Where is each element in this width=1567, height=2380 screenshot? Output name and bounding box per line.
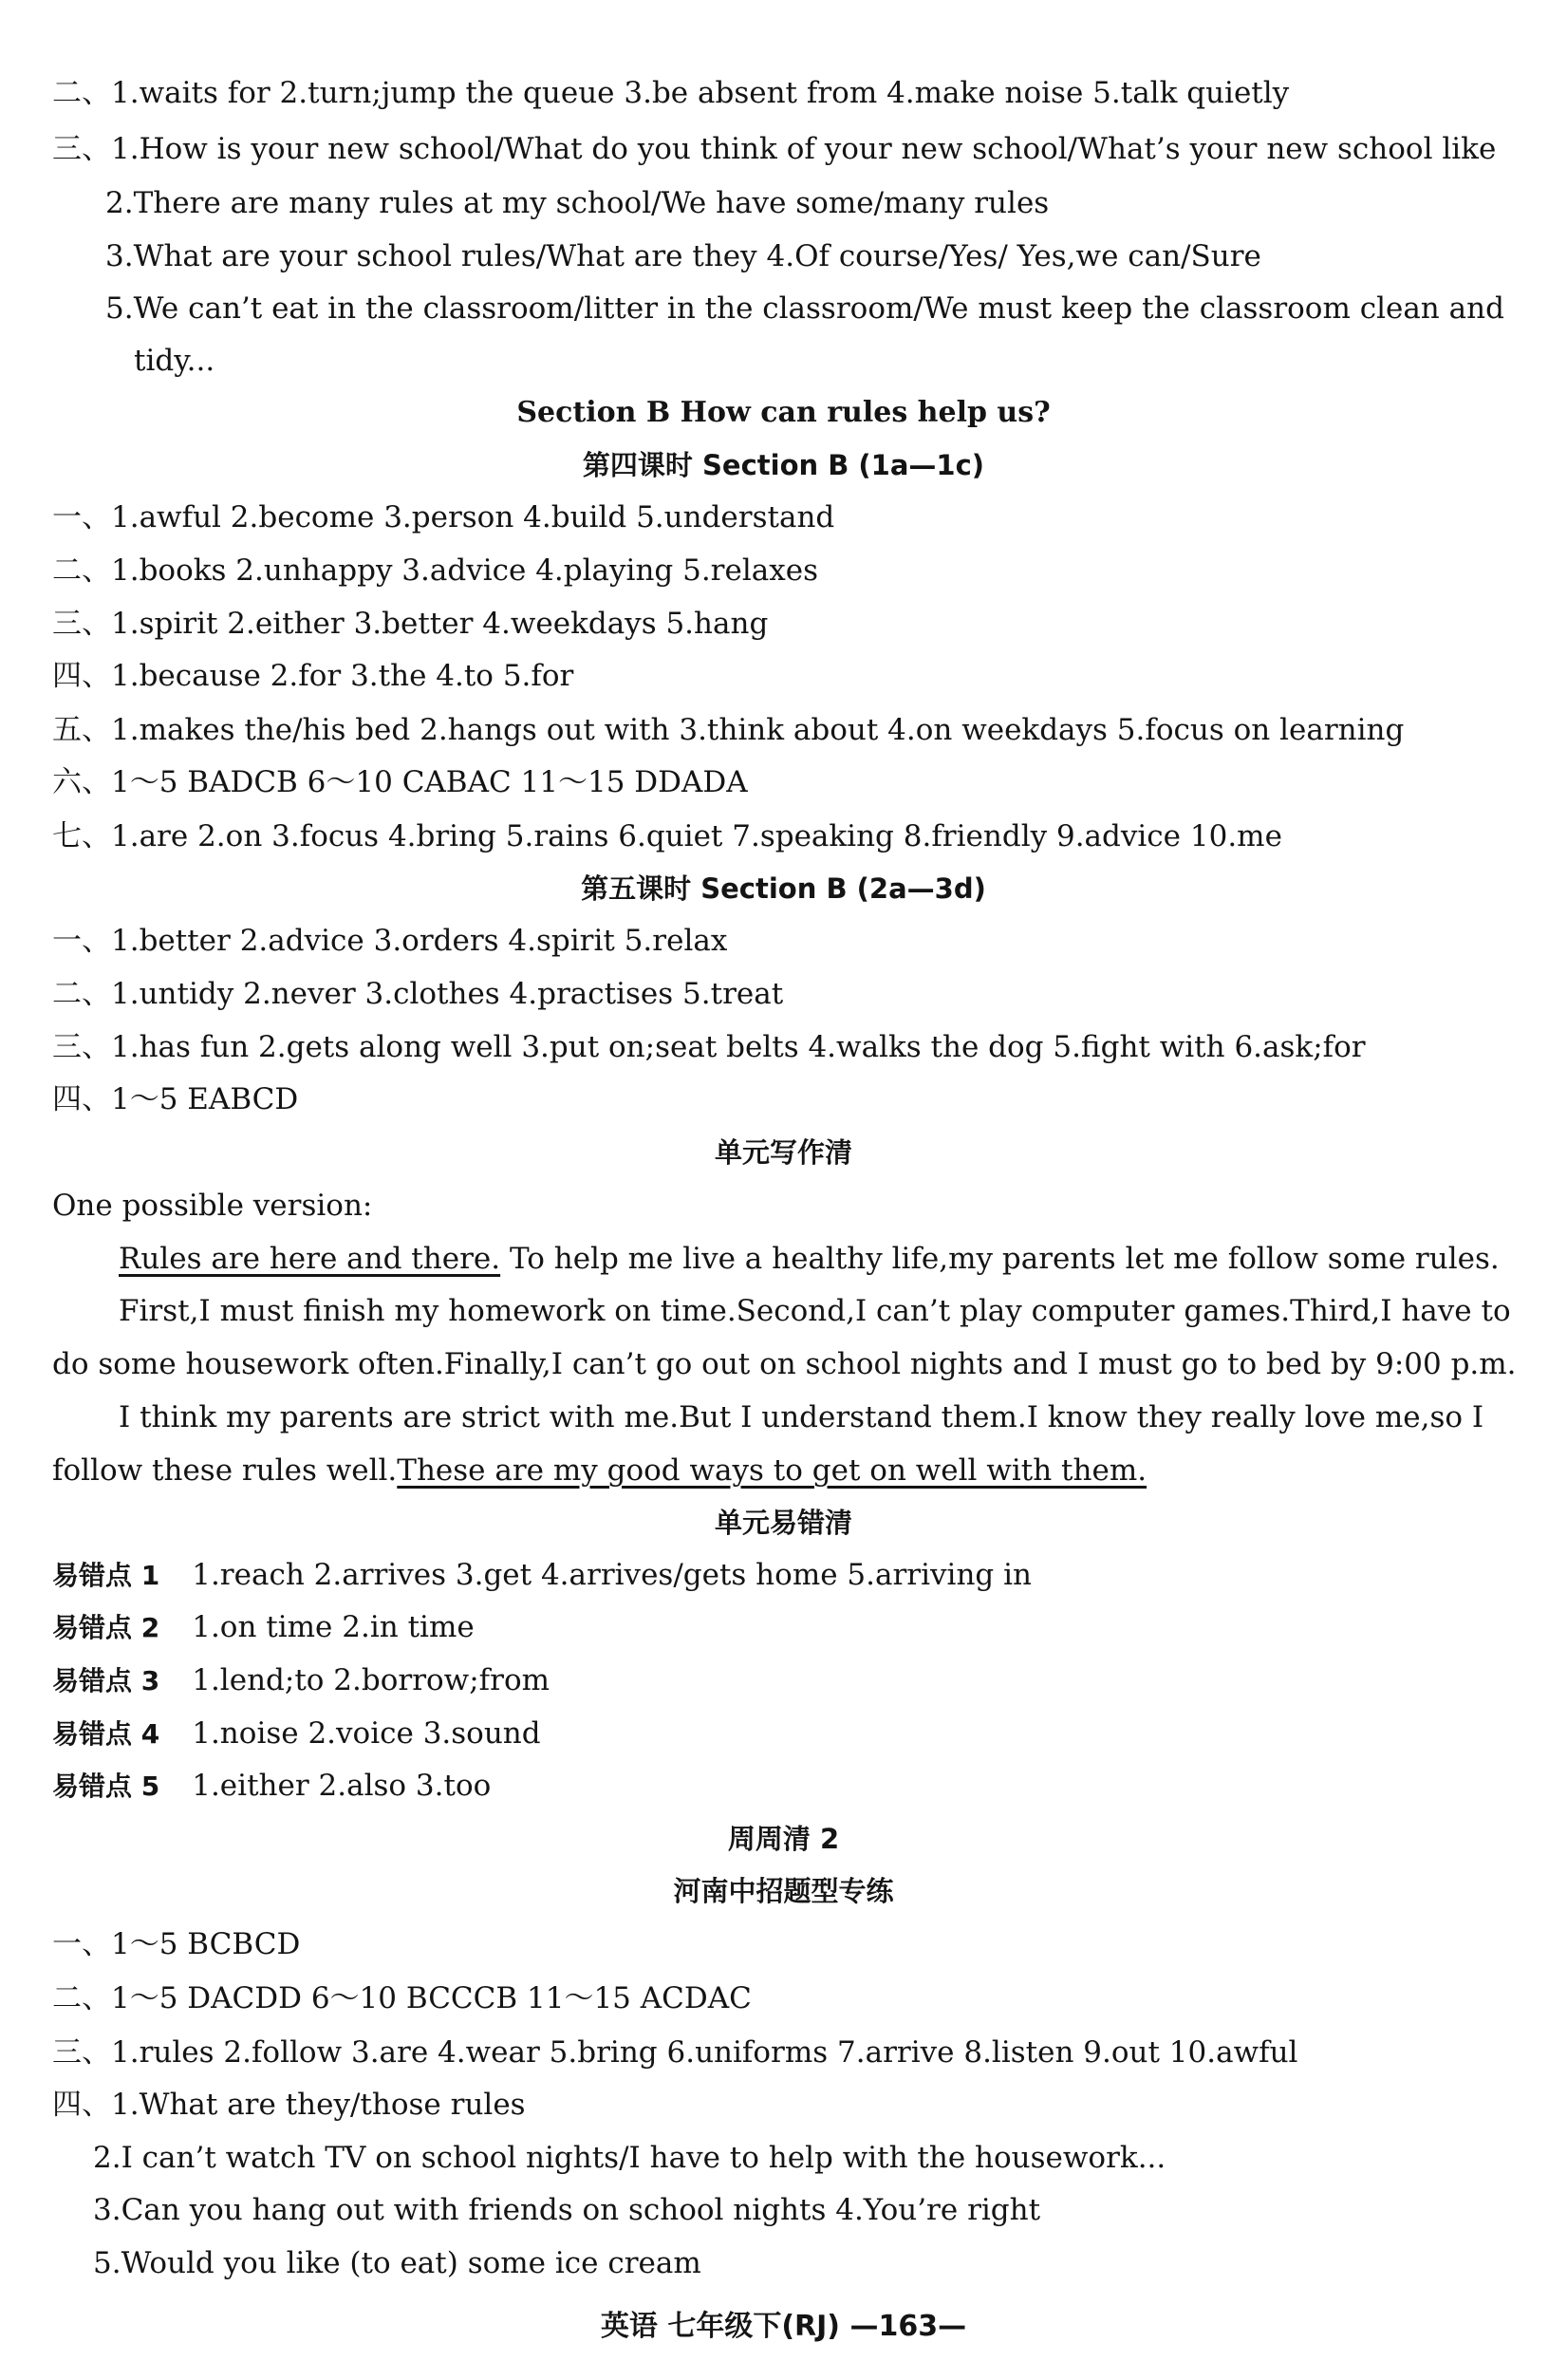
answer-line: 四、1.because 2.for 3.the 4.to 5.for <box>52 659 574 693</box>
answer-line: 七、1.are 2.on 3.focus 4.bring 5.rains 6.quiet 7.speaking 8.friendly 9.advice 10.me <box>52 819 1282 853</box>
lesson-heading: 第五课时 Section B (2a—3d) <box>581 872 986 905</box>
answer-line: 一、1～5 BCBCD <box>52 1927 301 1961</box>
answer-line: tidy... <box>134 344 215 378</box>
answer-line: 2.There are many rules at my school/We have some/many rules <box>105 186 1050 220</box>
error-point-label: 易错点 2 <box>52 1612 160 1643</box>
essay-line <box>119 1240 1500 1278</box>
writing-heading: 单元写作清 <box>714 1136 852 1169</box>
error-point-label: 易错点 5 <box>52 1771 160 1802</box>
essay-line: First,I must finish my homework on time.Second,I can’t play computer games.Third,I have to <box>119 1294 1511 1328</box>
answer-line: 三、1.How is your new school/What do you think of your new school/What’s your new school like <box>52 132 1497 166</box>
answer-line: 三、1.spirit 2.either 3.better 4.weekdays 5.hang <box>52 607 769 641</box>
answer-line: 3.Can you hang out with friends on school nights 4.You’re right <box>93 2193 1041 2227</box>
error-point-label: 易错点 3 <box>52 1665 160 1696</box>
essay-text: To help me live a healthy life,my parents let me follow some rules. <box>500 1242 1500 1276</box>
error-point-answers: 1.noise 2.voice 3.sound <box>192 1716 541 1751</box>
answer-line: 一、1.better 2.advice 3.orders 4.spirit 5.relax <box>52 924 728 958</box>
answer-line: 二、1～5 DACDD 6～10 BCCCB 11～15 ACDAC <box>52 1981 752 2015</box>
answer-line: 二、1.untidy 2.never 3.clothes 4.practises 5.treat <box>52 977 784 1011</box>
answer-line: 五、1.makes the/his bed 2.hangs out with 3.think about 4.on weekdays 5.focus on learning <box>52 713 1405 747</box>
error-point-answers: 1.lend;to 2.borrow;from <box>192 1663 550 1697</box>
weekly-heading: 周周清 2 <box>727 1823 840 1855</box>
answer-line: 2.I can’t watch TV on school nights/I have to help with the housework... <box>93 2141 1166 2175</box>
essay-text: follow these rules well. <box>52 1453 398 1488</box>
section-heading: Section B How can rules help us? <box>516 396 1051 429</box>
essay-line: I think my parents are strict with me.But I understand them.I know they really love me,so I <box>119 1400 1484 1434</box>
practice-heading: 河南中招题型专练 <box>673 1875 894 1907</box>
error-point-answers: 1.either 2.also 3.too <box>192 1769 492 1803</box>
page-footer: 英语 七年级下(RJ) —163— <box>600 2310 967 2343</box>
error-point-answers: 1.reach 2.arrives 3.get 4.arrives/gets home 5.arriving in <box>192 1558 1032 1592</box>
answer-line: 二、1.books 2.unhappy 3.advice 4.playing 5.relaxes <box>52 553 818 588</box>
essay-topic-sentence: Rules are here and there. <box>119 1242 501 1276</box>
error-point-label: 易错点 4 <box>52 1718 160 1750</box>
answer-line: 四、1～5 EABCD <box>52 1082 299 1116</box>
essay-line <box>52 1452 1147 1490</box>
essay-line: do some housework often.Finally,I can’t go out on school nights and I must go to bed by 9:00 p.m. <box>52 1347 1517 1381</box>
error-point-answers: 1.on time 2.in time <box>192 1610 475 1644</box>
error-point-row <box>52 1608 475 1647</box>
answer-line: 三、1.has fun 2.gets along well 3.put on;seat belts 4.walks the dog 5.fight with 6.ask;for <box>52 1030 1366 1064</box>
errors-heading: 单元易错清 <box>714 1507 852 1539</box>
answer-line: 二、1.waits for 2.turn;jump the queue 3.be absent from 4.make noise 5.talk quietly <box>52 76 1290 110</box>
error-point-row <box>52 1767 491 1806</box>
writing-intro: One possible version: <box>52 1189 373 1223</box>
essay-closing-sentence: These are my good ways to get on well with them. <box>397 1453 1147 1488</box>
lesson-heading: 第四课时 Section B (1a—1c) <box>582 449 985 481</box>
error-point-row <box>52 1661 550 1700</box>
answer-line: 三、1.rules 2.follow 3.are 4.wear 5.bring 6.uniforms 7.arrive 8.listen 9.out 10.awful <box>52 2035 1298 2070</box>
answer-line: 一、1.awful 2.become 3.person 4.build 5.understand <box>52 500 835 534</box>
answer-line: 四、1.What are they/those rules <box>52 2088 526 2122</box>
error-point-label: 易错点 1 <box>52 1560 160 1591</box>
answer-line: 六、1～5 BADCB 6～10 CABAC 11～15 DDADA <box>52 765 748 799</box>
error-point-row <box>52 1715 541 1753</box>
answer-line: 3.What are your school rules/What are they 4.Of course/Yes/ Yes,we can/Sure <box>105 239 1261 273</box>
answer-line: 5.We can’t eat in the classroom/litter in the classroom/We must keep the classroom clean and <box>105 291 1504 326</box>
error-point-row <box>52 1556 1032 1595</box>
answer-line: 5.Would you like (to eat) some ice cream <box>93 2246 701 2280</box>
